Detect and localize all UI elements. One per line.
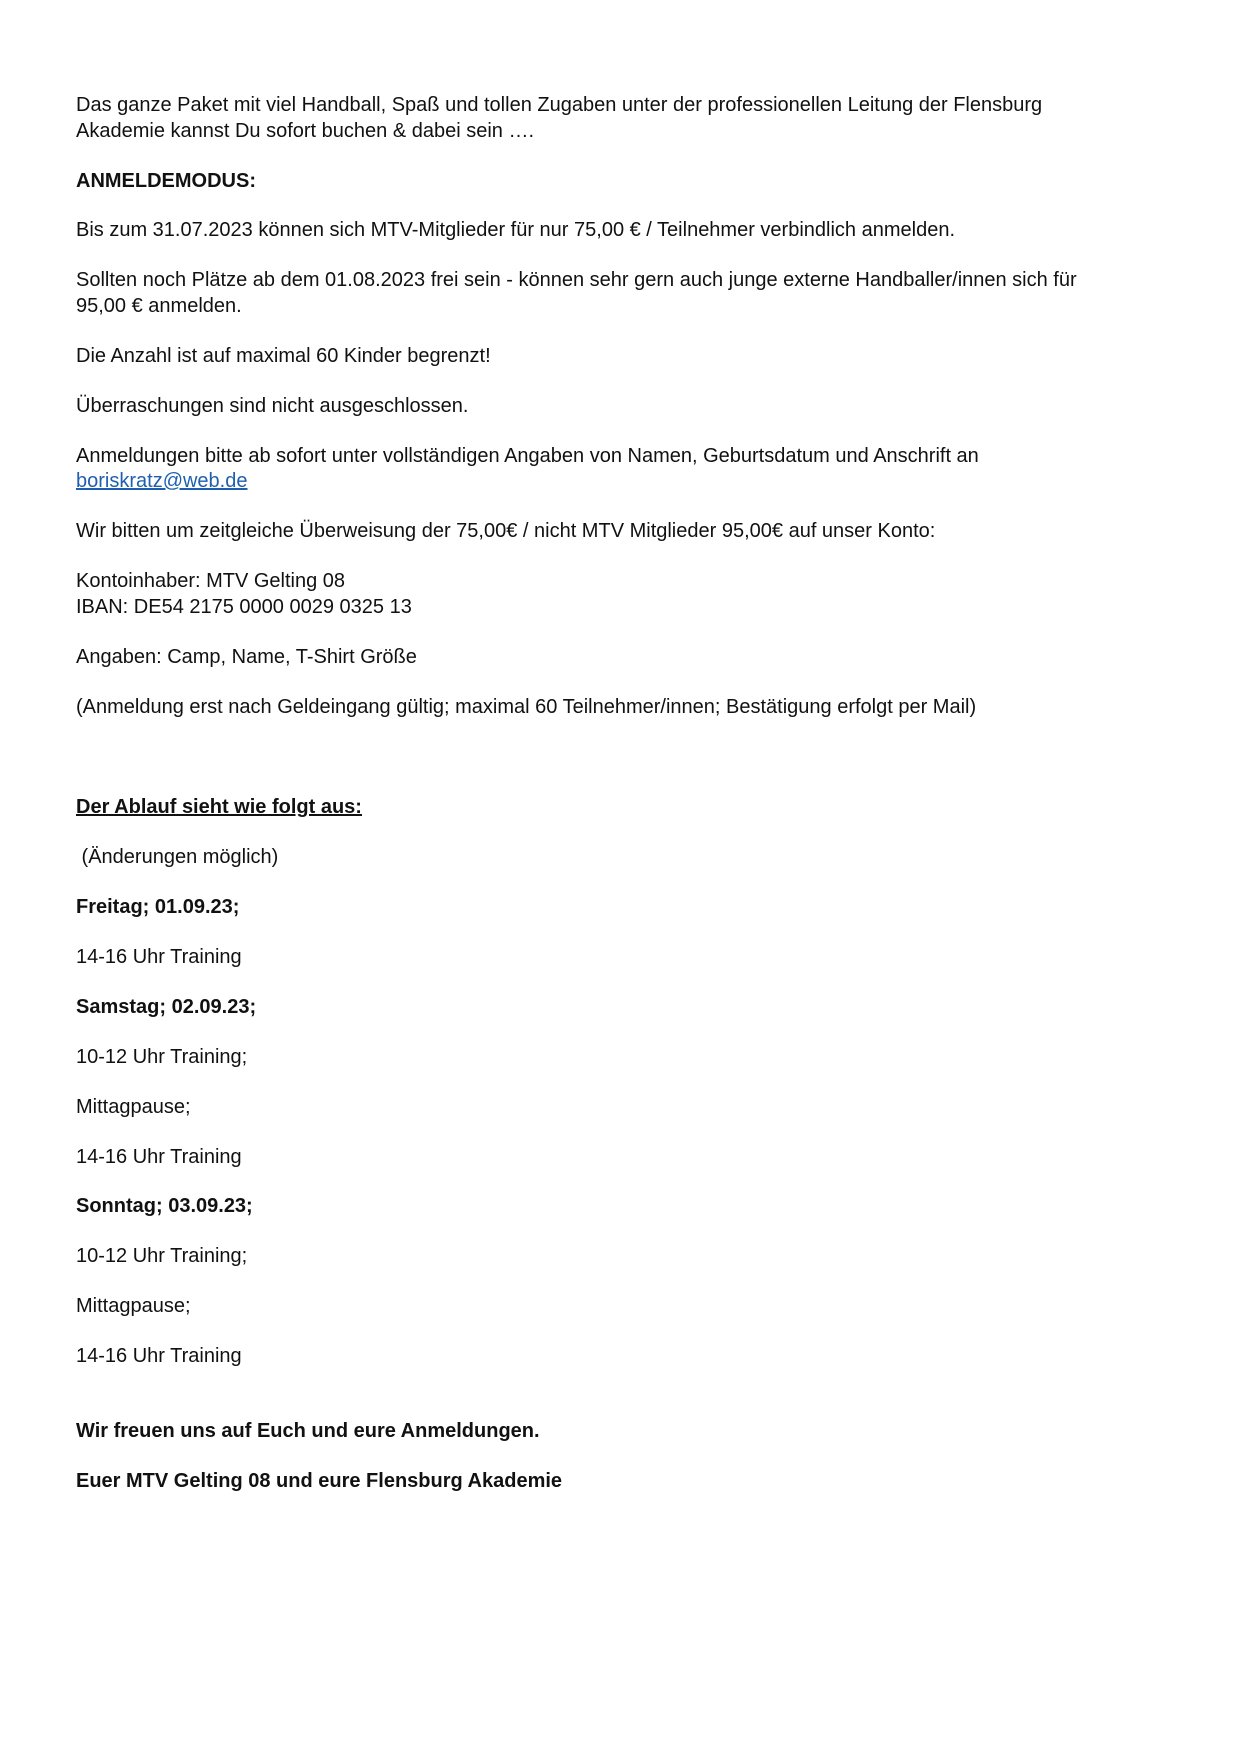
iban: IBAN: DE54 2175 0000 0029 0325 13 [76, 596, 412, 618]
schedule-heading: Der Ablauf sieht wie folgt aus: [76, 796, 362, 818]
schedule-item: Mittagpause; [76, 1295, 191, 1317]
external-text-line-2: 95,00 € anmelden. [76, 295, 242, 317]
members-deadline-text: Bis zum 31.07.2023 können sich MTV-Mitglieder für nur 75,00 € / Teilnehmer verbindlich anmelden. [76, 219, 955, 241]
email-line [76, 467, 247, 495]
schedule-item: 10-12 Uhr Training; [76, 1245, 248, 1267]
day-title-sunday: Sonntag; 03.09.23; [76, 1195, 253, 1217]
registration-instructions: Anmeldungen bitte ab sofort unter vollständigen Angaben von Namen, Geburtsdatum und Anschrift an [76, 445, 979, 467]
intro-line-2: Akademie kannst Du sofort buchen & dabei sein …. [76, 120, 535, 142]
schedule-item: 14-16 Uhr Training [76, 1345, 242, 1367]
schedule-item: 10-12 Uhr Training; [76, 1046, 248, 1068]
payment-details: Angaben: Camp, Name, T-Shirt Größe [76, 646, 417, 668]
schedule-item: 14-16 Uhr Training [76, 946, 242, 968]
email-link[interactable]: boriskratz@web.de [76, 470, 248, 492]
surprises-text: Überraschungen sind nicht ausgeschlossen. [76, 395, 469, 417]
schedule-item: 14-16 Uhr Training [76, 1146, 242, 1168]
closing-line-1: Wir freuen uns auf Euch und eure Anmeldungen. [76, 1420, 540, 1442]
closing-signature: Euer MTV Gelting 08 und eure Flensburg Akademie [76, 1470, 563, 1492]
day-title-saturday: Samstag; 02.09.23; [76, 996, 257, 1018]
day-title-friday: Freitag; 01.09.23; [76, 896, 240, 918]
registration-note: (Anmeldung erst nach Geldeingang gültig; maximal 60 Teilnehmer/innen; Bestätigung erfolgt per Mail) [76, 696, 977, 718]
schedule-item: Mittagpause; [76, 1096, 191, 1118]
participant-limit-text: Die Anzahl ist auf maximal 60 Kinder begrenzt! [76, 345, 491, 367]
transfer-text: Wir bitten um zeitgleiche Überweisung der 75,00€ / nicht MTV Mitglieder 95,00€ auf unser Konto: [76, 520, 936, 542]
section-heading-anmeldemodus: ANMELDEMODUS: [76, 170, 256, 192]
intro-line-1: Das ganze Paket mit viel Handball, Spaß und tollen Zugaben unter der professionellen Leitung der Flensburg [76, 94, 1043, 116]
account-holder: Kontoinhaber: MTV Gelting 08 [76, 570, 346, 592]
schedule-changes-note: (Änderungen möglich) [76, 846, 279, 868]
external-text-line-1: Sollten noch Plätze ab dem 01.08.2023 frei sein - können sehr gern auch junge externe Handballer/innen sich für [76, 269, 1077, 291]
